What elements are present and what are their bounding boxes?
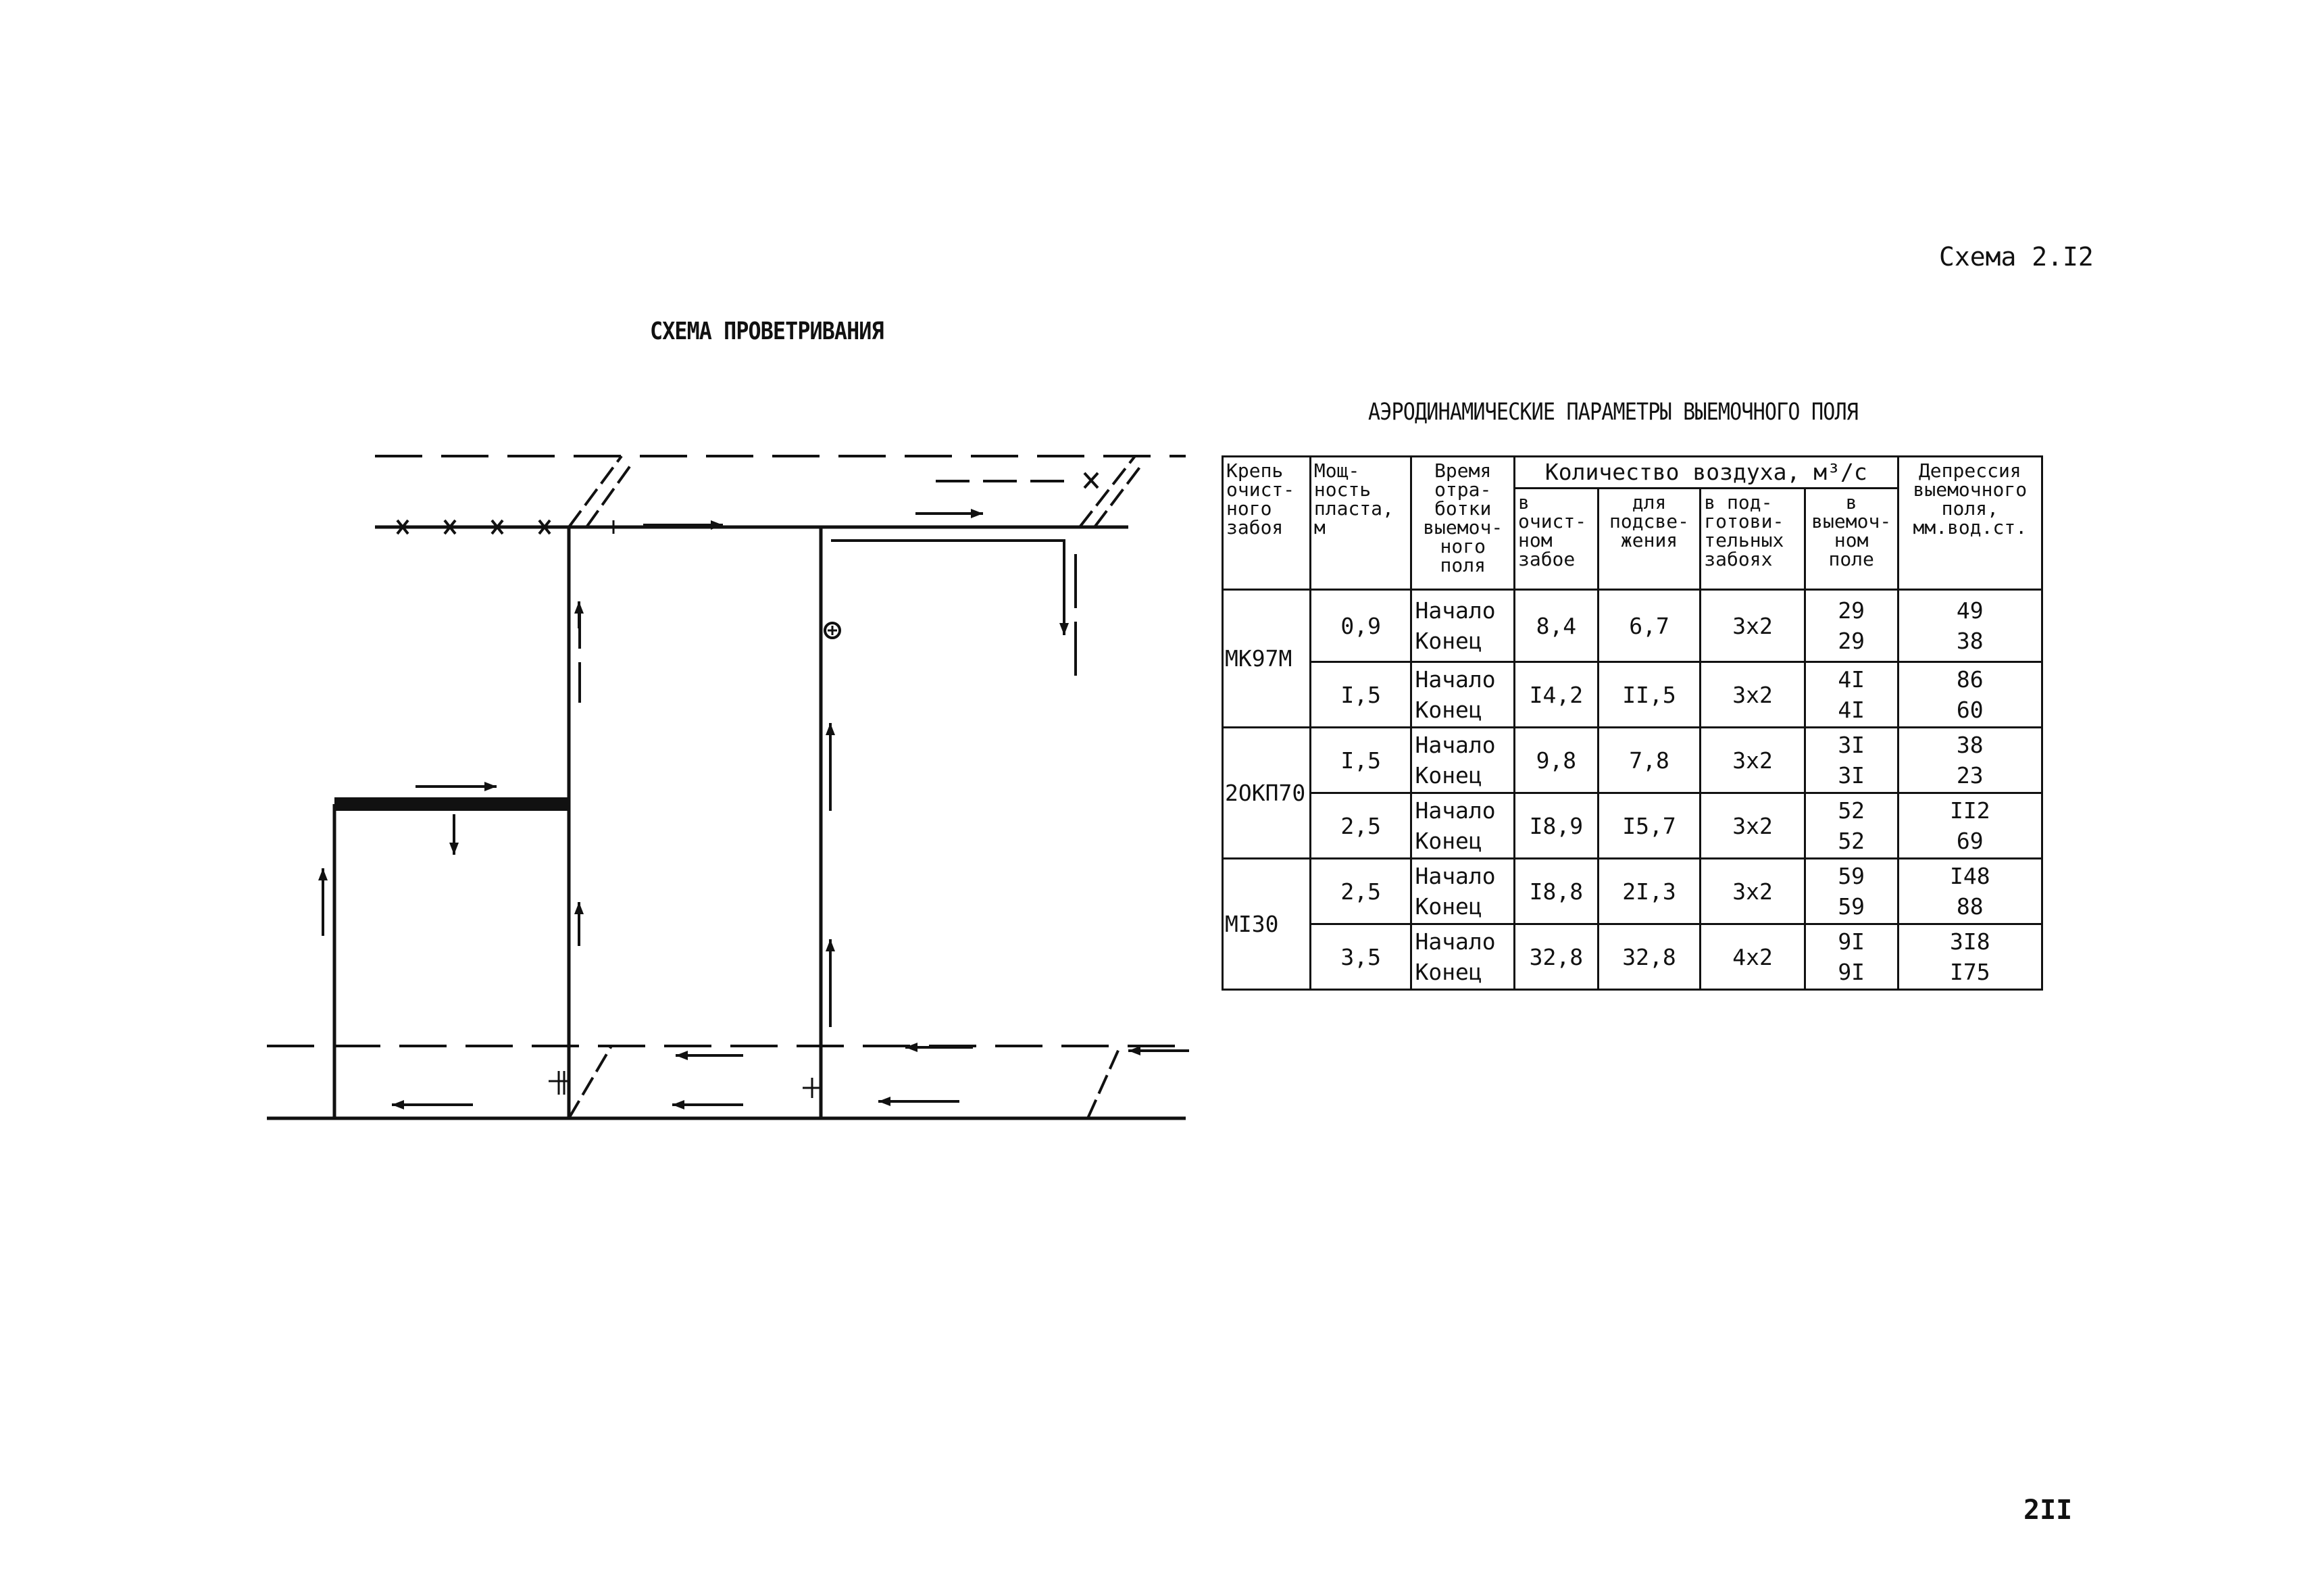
header-in-face: в очист-ном забое [1514,489,1598,590]
refresh-cell: II,5 [1598,662,1701,728]
table-row [1223,590,2042,662]
field-cell: 52 52 [1805,793,1898,859]
time-cell: Начало Конец [1411,924,1515,990]
header-support: Крепь очист-ного забоя [1223,457,1311,590]
thickness-cell: 2,5 [1310,859,1411,924]
in-face-cell: I4,2 [1514,662,1598,728]
table-row [1223,793,2042,859]
time-cell: Начало Конец [1411,590,1515,662]
field-cell: 4I 4I [1805,662,1898,728]
header-air-quantity: Количество воздуха, м³/с [1514,457,1898,489]
in-face-cell: I8,8 [1514,859,1598,924]
prep-cell: 3x2 [1701,662,1805,728]
prep-cell: 3x2 [1701,590,1805,662]
bottom-left-connector [569,1046,611,1118]
refresh-cell: 6,7 [1598,590,1701,662]
refresh-cell: 32,8 [1598,924,1701,990]
aerodynamic-parameters-table [1222,455,2043,991]
in-face-cell: 32,8 [1514,924,1598,990]
thickness-cell: I,5 [1310,662,1411,728]
table-row [1223,859,2042,924]
thickness-cell: 0,9 [1310,590,1411,662]
scheme-label: Схема 2.I2 [1939,242,2094,272]
field-cell: 3I 3I [1805,728,1898,793]
table-row [1223,924,2042,990]
refresh-cell: 7,8 [1598,728,1701,793]
depression-cell: 49 38 [1898,590,2042,662]
support-type: 2ОКП70 [1223,728,1311,859]
depression-cell: II2 69 [1898,793,2042,859]
depression-cell: 86 60 [1898,662,2042,728]
thickness-cell: 2,5 [1310,793,1411,859]
top-left-connector [569,456,632,527]
field-cell: 59 59 [1805,859,1898,924]
refresh-cell: I5,7 [1598,793,1701,859]
top-right-connector [1080,456,1143,527]
header-field: в выемоч-ном поле [1805,489,1898,590]
gate-bracket [831,541,1064,635]
field-cell: 29 29 [1805,590,1898,662]
airflow-arrows [318,481,1189,1109]
in-face-cell: 8,4 [1514,590,1598,662]
thickness-cell: I,5 [1310,728,1411,793]
bottom-right-connector [1088,1046,1120,1118]
in-face-cell: I8,9 [1514,793,1598,859]
prep-cell: 3x2 [1701,859,1805,924]
diagram-title: СХЕМА ПРОВЕТРИВАНИЯ [650,318,884,345]
depression-cell: 3I8 I75 [1898,924,2042,990]
header-row-1 [1223,457,2042,489]
page-number: 2II [2023,1495,2073,1526]
refresh-cell: 2I,3 [1598,859,1701,924]
prep-cell: 3x2 [1701,728,1805,793]
header-refresh: для подсве-жения [1598,489,1701,590]
depression-cell: I48 88 [1898,859,2042,924]
table-row [1223,662,2042,728]
header-thickness: Мощ-ность пласта, м [1310,457,1411,590]
field-cell: 9I 9I [1805,924,1898,990]
ventilation-diagram [257,432,1203,1142]
time-cell: Начало Конец [1411,662,1515,728]
header-depression: Депрессия выемочного поля, мм.вод.ст. [1898,457,2042,590]
prep-cell: 3x2 [1701,793,1805,859]
thickness-cell: 3,5 [1310,924,1411,990]
support-type: МI30 [1223,859,1311,990]
time-cell: Начало Конец [1411,859,1515,924]
time-cell: Начало Конец [1411,793,1515,859]
time-cell: Начало Конец [1411,728,1515,793]
in-face-cell: 9,8 [1514,728,1598,793]
prep-cell: 4x2 [1701,924,1805,990]
working-face [334,797,569,811]
support-type: МК97М [1223,590,1311,728]
table-title: АЭРОДИНАМИЧЕСКИЕ ПАРАМЕТРЫ ВЫЕМОЧНОГО ПОЛЯ [1368,399,1858,426]
header-time: Время отра-ботки выемоч-ного поля [1411,457,1515,590]
table-row [1223,728,2042,793]
header-prep: в под-готови-тельных забоях [1701,489,1805,590]
depression-cell: 38 23 [1898,728,2042,793]
